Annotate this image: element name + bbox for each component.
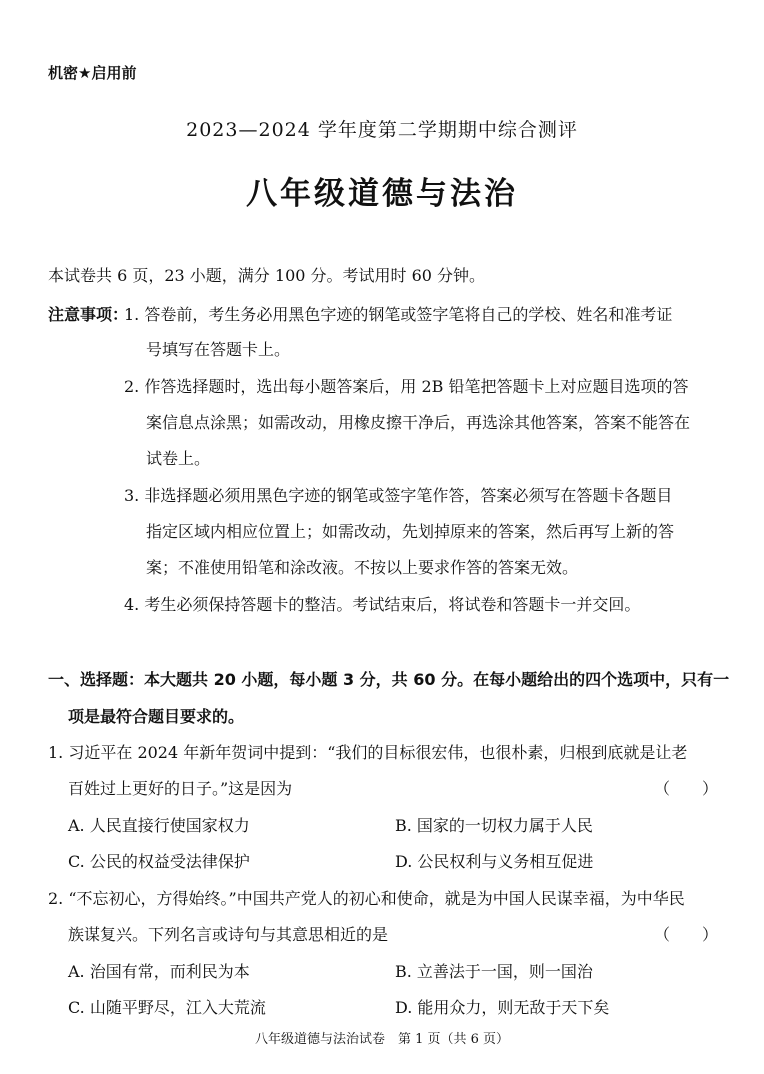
note-2-line-1: 2. 作答选择题时，选出每小题答案后，用 2B 铅笔把答题卡上对应题目选项的答 — [124, 377, 689, 396]
note-1-line-1: 1. 答卷前，考生务必用黑色字迹的钢笔或签字笔将自己的学校、姓名和准考证 — [124, 305, 673, 324]
question-1-stem-line-1: 1. 习近平在 2024 年新年贺词中提到：“我们的目标很宏伟，也很朴素，归根到底就是让老 — [48, 743, 688, 762]
exam-year-title: 2023—2024 学年度第二学期期中综合测评 — [186, 119, 578, 141]
question-1-option-b: B. 国家的一切权力属于人民 — [395, 816, 593, 835]
note-1-line-2: 号填写在答题卡上。 — [146, 340, 291, 359]
confidential-label: 机密★启用前 — [48, 64, 137, 82]
question-2-option-b: B. 立善法于一国，则一国治 — [395, 962, 593, 981]
question-2-stem-line-2: 族谋复兴。下列名言或诗句与其意思相近的是 — [68, 925, 389, 944]
question-2-stem-line-1: 2. “不忘初心，方得始终。”中国共产党人的初心和使命，就是为中国人民谋幸福，为中华民 — [48, 889, 685, 908]
note-2-line-3: 试卷上。 — [146, 449, 211, 468]
question-2-answer-paren: （ ） — [654, 925, 719, 944]
page-footer: 八年级道德与法治试卷 第 1 页（共 6 页） — [254, 1032, 510, 1047]
note-4-line-1: 4. 考生必须保持答题卡的整洁。考试结束后，将试卷和答题卡一并交回。 — [124, 595, 641, 614]
intro-text: 本试卷共 6 页，23 小题，满分 100 分。考试用时 60 分钟。 — [48, 266, 486, 285]
question-1-option-d: D. 公民权利与义务相互促进 — [395, 852, 594, 871]
note-3-line-3: 案；不准使用铅笔和涂改液。不按以上要求作答的答案无效。 — [146, 558, 579, 577]
question-1-stem-line-2: 百姓过上更好的日子。”这是因为 — [68, 779, 293, 798]
exam-subject-title: 八年级道德与法治 — [246, 176, 518, 212]
question-2-option-d: D. 能用众力，则无敌于天下矣 — [395, 998, 610, 1017]
question-1-answer-paren: （ ） — [654, 779, 719, 798]
question-2-option-a: A. 治国有常，而利民为本 — [68, 962, 250, 981]
question-2-option-c: C. 山随平野尽，江入大荒流 — [68, 998, 266, 1017]
section-1-heading-line-1: 一、选择题：本大题共 20 小题，每小题 3 分，共 60 分。在每小题给出的四个选项中，只有一 — [48, 670, 730, 689]
question-1-option-a: A. 人民直接行使国家权力 — [68, 816, 250, 835]
section-1-heading-line-2: 项是最符合题目要求的。 — [68, 707, 245, 726]
notes-label: 注意事项： — [48, 305, 129, 324]
note-2-line-2: 案信息点涂黑；如需改动，用橡皮擦干净后，再选涂其他答案，答案不能答在 — [146, 413, 691, 432]
note-3-line-1: 3. 非选择题必须用黑色字迹的钢笔或签字笔作答，答案必须写在答题卡各题目 — [124, 486, 673, 505]
question-1-option-c: C. 公民的权益受法律保护 — [68, 852, 250, 871]
note-3-line-2: 指定区域内相应位置上；如需改动，先划掉原来的答案，然后再写上新的答 — [146, 522, 675, 541]
